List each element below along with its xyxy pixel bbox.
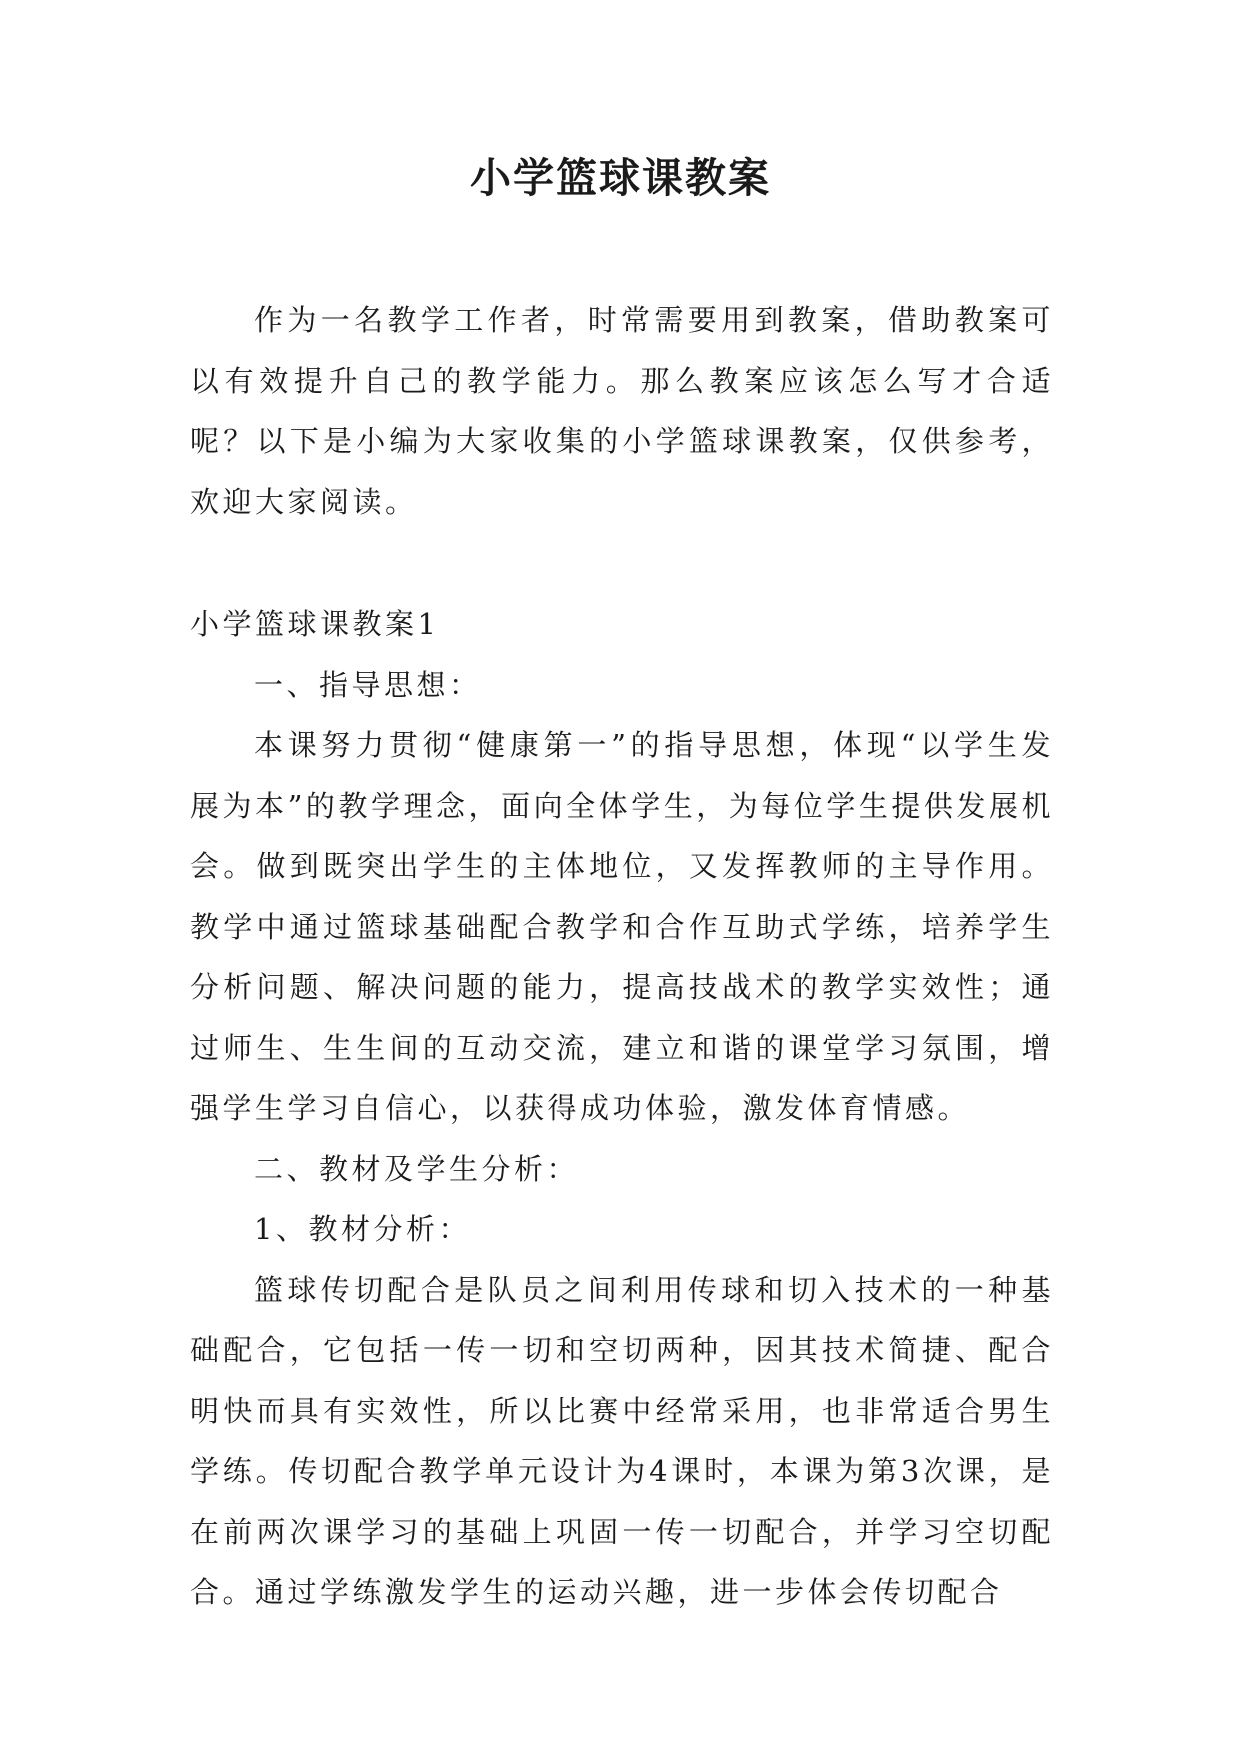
paragraph-gap bbox=[190, 532, 1054, 594]
part2-sub1-paragraph: 篮球传切配合是队员之间利用传球和切入技术的一种基础配合，它包括一传一切和空切两种，因其技术简捷、配合明快而具有实效性，所以比赛中经常采用，也非常适合男生学练。传切配合教学单元设计为4课时，本课为第3次课，是在前两次课学习的基础上巩固一传一切配合，并学习空切配合。通过学练激发学生的运动兴趣，进一步体会传切配合 bbox=[190, 1272, 1054, 1609]
document-title: 小学篮球课教案 bbox=[470, 154, 771, 202]
intro-paragraph: 作为一名教学工作者，时常需要用到教案，借助教案可以有效提升自己的教学能力。那么教案应该怎么写才合适呢？以下是小编为大家收集的小学篮球课教案，仅供参考，欢迎大家阅读。 bbox=[190, 303, 1054, 519]
part1-heading: 一、指导思想： bbox=[254, 667, 482, 702]
part1-paragraph: 本课努力贯彻“健康第一”的指导思想，体现“以学生发展为本”的教学理念，面向全体学生，为每位学生提供发展机会。做到既突出学生的主体地位，又发挥教师的主导作用。教学中通过篮球基础配合教学和合作互助式学练，培养学生分析问题、解决问题的能力，提高技战术的教学实效性；通过师生、生生间的互动交流，建立和谐的课堂学习氛围，增强学生学习自信心，以获得成功体验，激发体育情感。 bbox=[190, 728, 1054, 1125]
part2-heading: 二、教材及学生分析： bbox=[254, 1151, 580, 1186]
section-heading: 小学篮球课教案1 bbox=[190, 607, 440, 641]
part2-sub1-heading: 1、教材分析： bbox=[254, 1212, 471, 1246]
document-body bbox=[190, 290, 1054, 1623]
